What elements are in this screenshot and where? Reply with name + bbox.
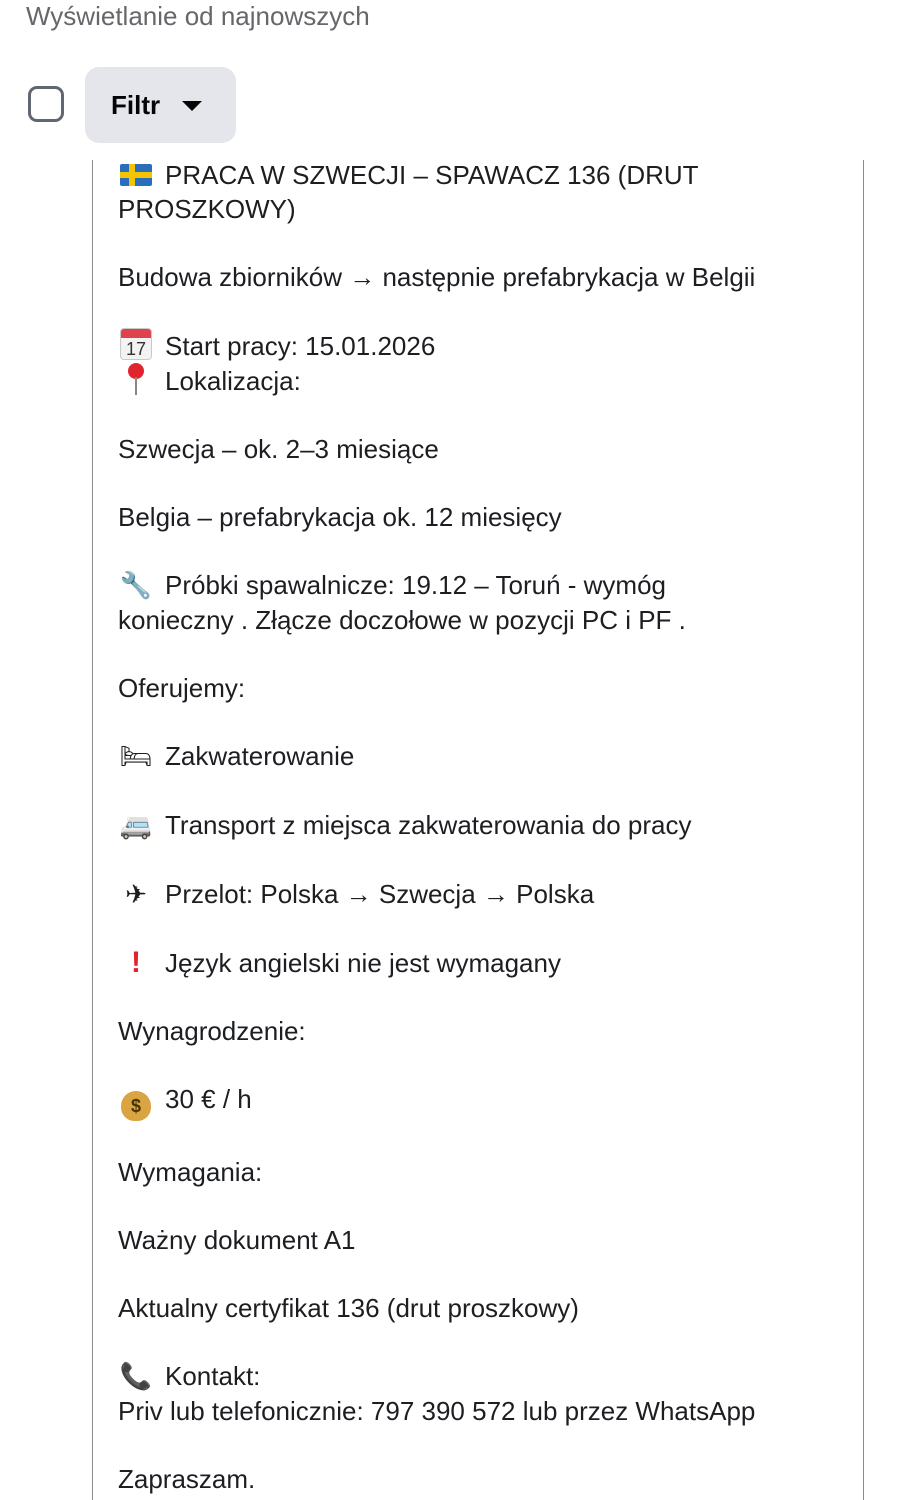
requirement-a1: Ważny dokument A1 [118,1225,356,1255]
money-bag-icon: $ [121,1091,151,1121]
contact-label: 📞 Kontakt: [119,1361,261,1392]
sort-order-label: Wyświetlanie od najnowszych [26,1,370,31]
wrench-icon: 🔧 [119,571,153,601]
salary-label: Wynagrodzenie: [118,1016,306,1046]
phone-icon: 📞 [119,1362,153,1392]
filter-button[interactable] [85,67,236,143]
van-icon: 🚐 [119,811,153,841]
select-all-checkbox[interactable] [28,86,64,122]
salary-value: $ 30 € / h [118,1082,858,1121]
location-sweden: Szwecja – ok. 2–3 miesiące [118,434,439,464]
contact-details: Priv lub telefonicznie: 797 390 572 lub przez WhatsApp [118,1396,756,1426]
offer-accommodation: 🛏 Zakwaterowanie [119,741,355,772]
airplane-icon: ✈ [125,880,147,910]
location-belgium: Belgia – prefabrykacja ok. 12 miesięcy [118,502,562,532]
bed-icon: 🛏 [119,742,153,772]
post-title: PRACA W SZWECJI – SPAWACZ 136 (DRUT [118,158,858,192]
exclamation-icon: ! [131,946,141,979]
caret-down-icon [182,101,202,111]
welding-tests-continued: konieczny . Złącze doczołowe w pozycji PC i PF . [118,605,686,635]
post-summary: Budowa zbiorników → następnie prefabrykacja w Belgii [118,262,756,292]
sweden-flag-icon [118,158,154,192]
requirements-label: Wymagania: [118,1157,263,1187]
offer-flight: ✈ Przelot: Polska → Szwecja → Polska [118,877,858,912]
offer-label: Oferujemy: [118,673,246,703]
post-title-continued: PROSZKOWY) [118,194,296,224]
offer-transport: 🚐 Transport z miejsca zakwaterowania do pracy [119,810,692,841]
welding-tests-line: 🔧 Próbki spawalnicze: 19.12 – Toruń - wymóg [119,570,666,601]
filter-button-label: Filtr [111,89,161,120]
location-label-line: Lokalizacja: [118,363,858,398]
requirement-certificate: Aktualny certyfikat 136 (drut proszkowy) [118,1293,579,1323]
calendar-icon: 17 [118,328,154,363]
location-pin-icon [118,363,154,398]
closing-line: Zapraszam. [118,1464,256,1494]
post-body [118,158,858,1496]
offer-language: ! Język angielski nie jest wymagany [118,946,858,980]
start-date-line: 17 Start pracy: 15.01.2026 [118,328,858,363]
